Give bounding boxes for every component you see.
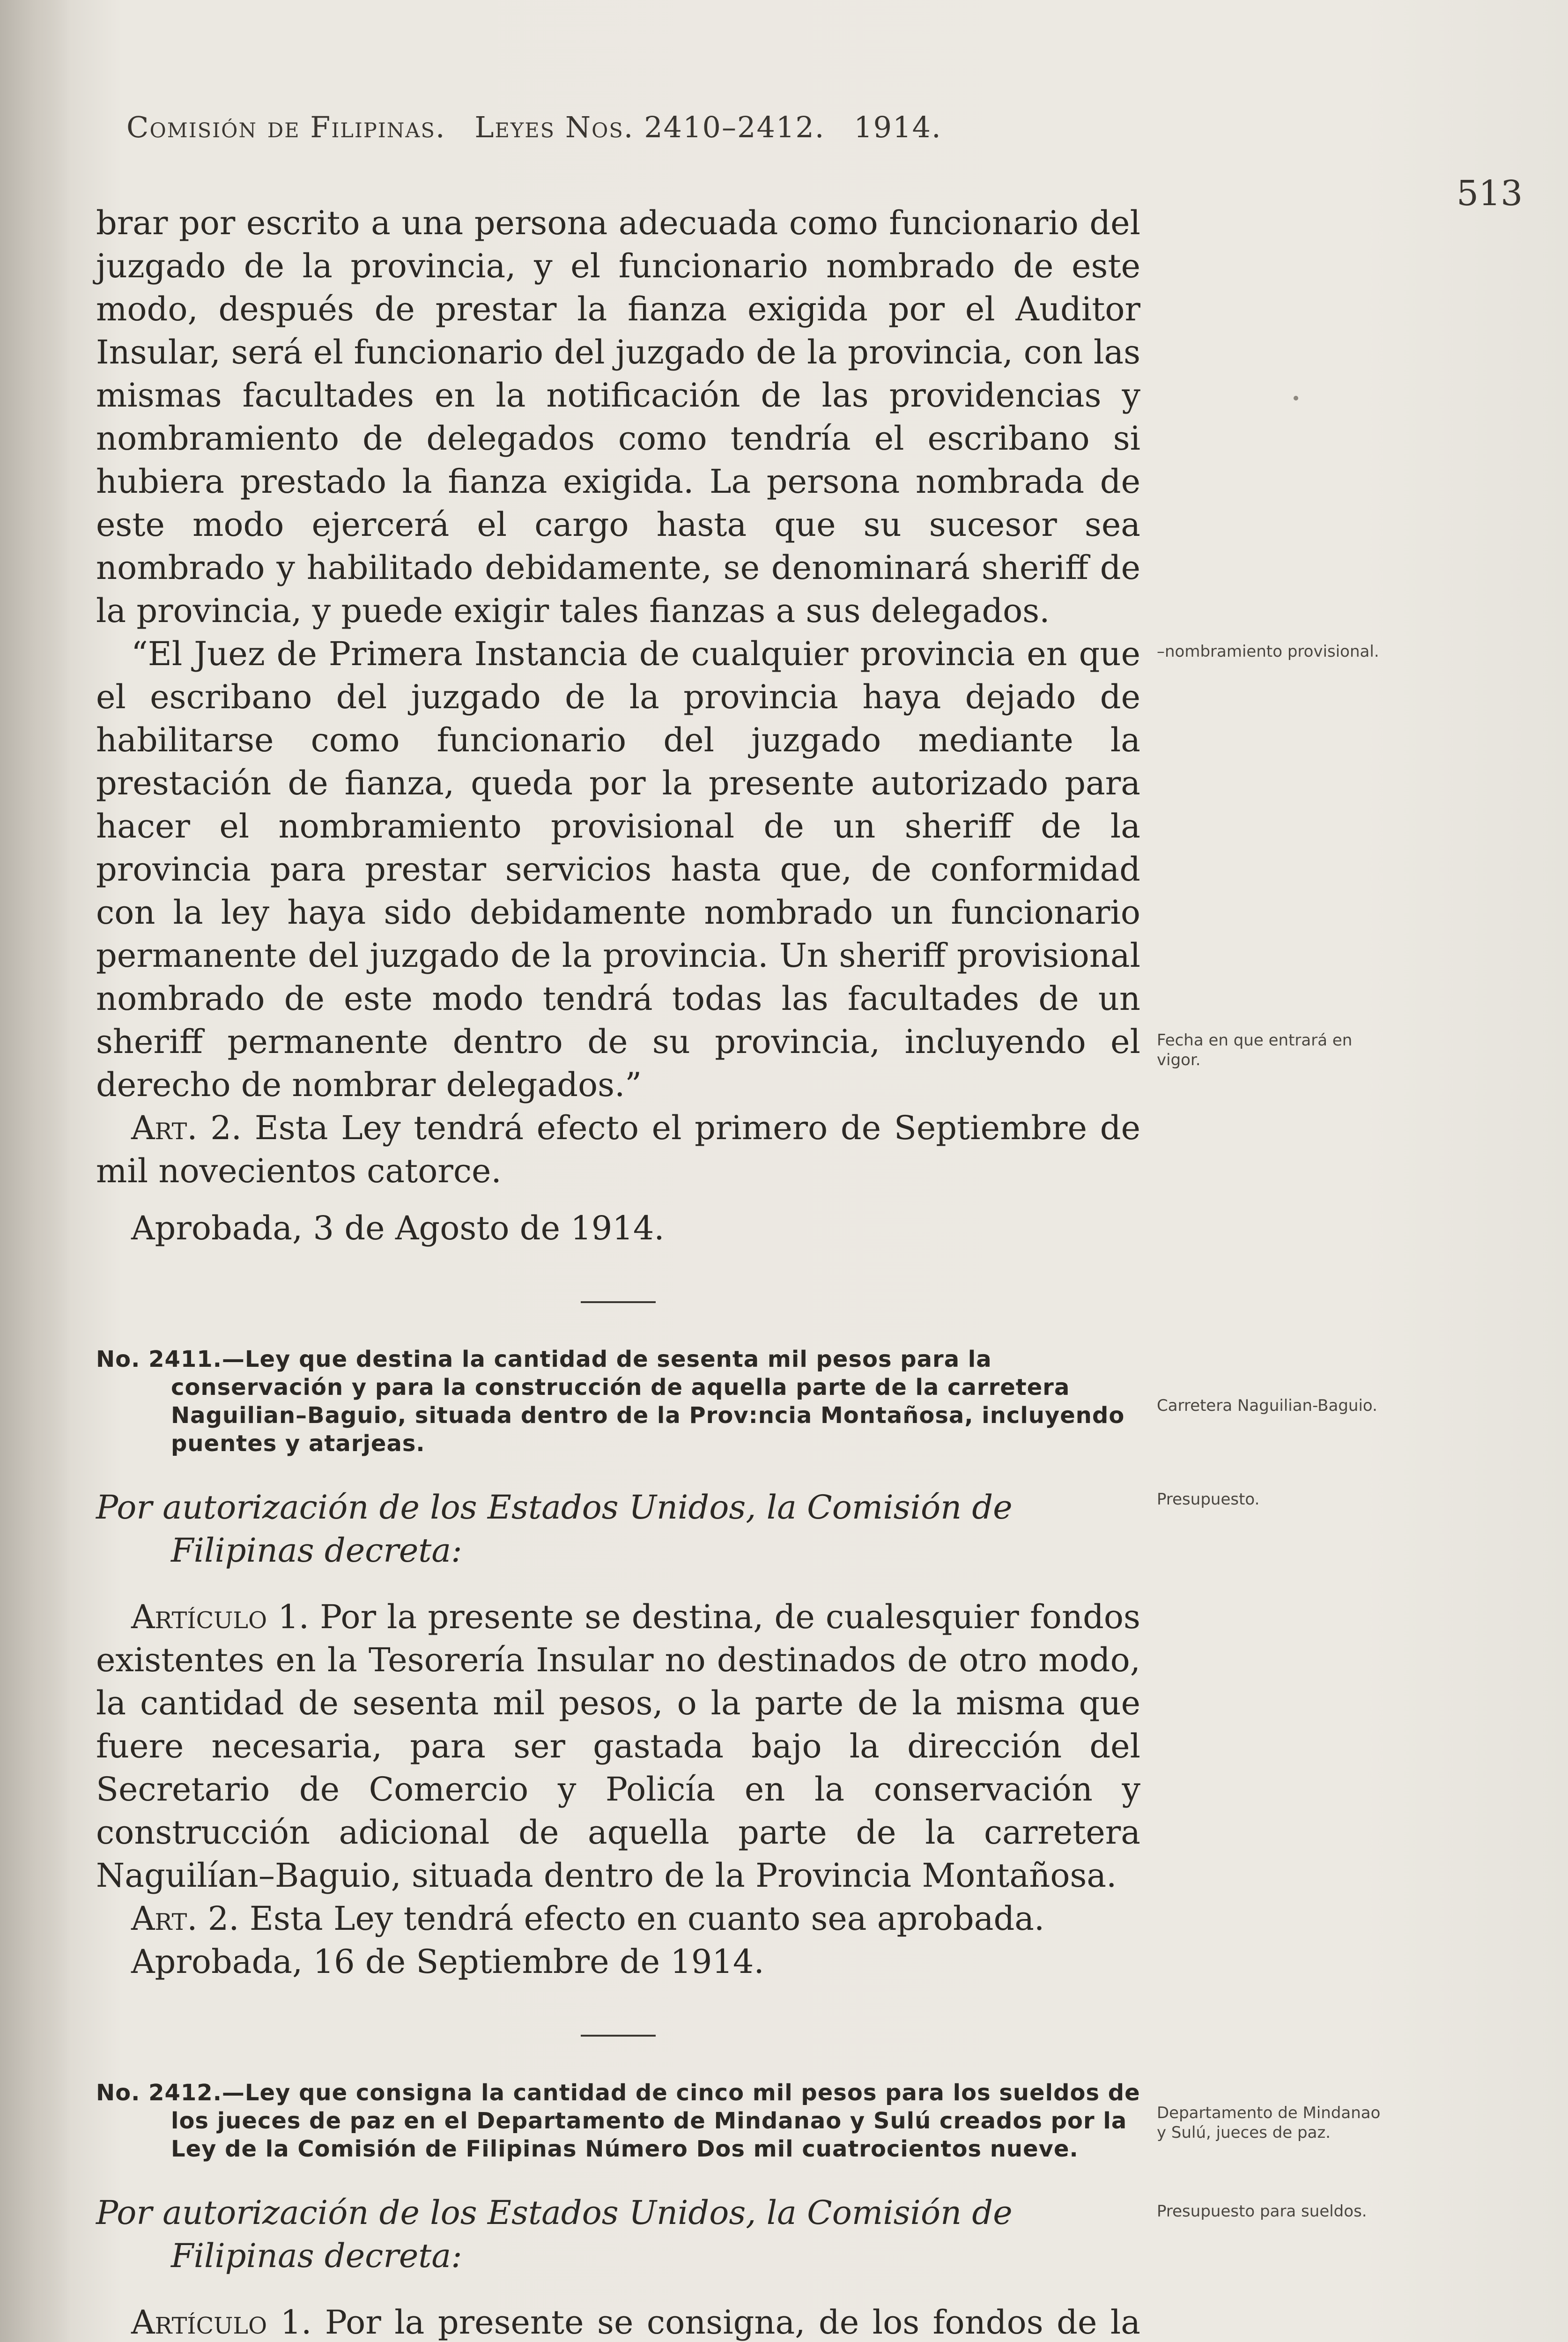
section-divider [581,2035,656,2037]
page-number: 513 [1457,173,1523,214]
paragraph-provisional-sheriff: “El Juez de Primera Instancia de cualquier provincia en que el escribano del juzgado de la provincia haya dejado de habilitarse como funcionario del juzgado mediante la prestación de fianza, queda por la presente autorizado para hacer el nombramiento provisional de un sheriff de la provincia para prestar servicios hasta que, de conformidad con la ley haya sido debidamente nombrado un funcionario permanente del juzgado de la provincia. Un sheriff provisional nombrado de este modo tendrá todas las facultades de un sheriff permanente dentro de su provincia, incluyendo el derecho de nombrar delegados.” [96,635,1140,1104]
approval-date-2: Aprobada, 16 de Septiembre de 1914. [131,1942,764,1981]
article-2-law-2411 [96,1897,1140,1940]
header-commission: Comisión de Filipinas. [126,110,446,144]
law-2412-title: No. 2412.—Ley que consigna la cantidad de cinco mil pesos para los sueldos de los jueces de paz en el Departamento de Mindanao y Sulú creados por la Ley de la Comisión de Filipinas Número Dos mil cuatrocientos nueve. [96,2080,1140,2162]
header-year: 1914. [854,110,942,144]
law-2411-title: No. 2411.—Ley que destina la cantidad de sesenta mil pesos para la conservación y para la construcción de aquella parte de la carretera Naguilian–Baguio, situada dentro de la Prov:ncia Montañosa, incluyendo puentes y atarjeas. [96,1346,1125,1457]
running-header [126,110,1110,144]
approval-date-1: Aprobada, 3 de Agosto de 1914. [131,1209,665,1247]
margin-note-mindanao: Departamento de Mindanao y Sulú, jueces de paz. [1157,2104,1381,2142]
margin-note-provisional: –nombramiento provisional. [1157,642,1379,661]
article-text: Por la presente se consigna, de los fondos de la [325,2303,1140,2342]
header-laws: Leyes Nos. 2410–2412. [474,110,825,144]
margin-note-budget: Presupuesto. [1157,1490,1260,1509]
margin-note-salaries: Presupuesto para sueldos. [1157,2202,1367,2221]
article-1-law-2411 [96,1595,1140,1897]
margin-note-effective-date: Fecha en que entrará en vigor. [1157,1031,1353,1069]
paragraph-continued: brar por escrito a una persona adecuada como funcionario del juzgado de la provincia, y el funcionario nombrado de este modo, después de prestar la fianza exigida por el Auditor Insular, será el funcionario del juzgado de la provincia, con las mismas facultades en la notificación de las providencias y nombramiento de delegados como tendría el escribano si hubiera prestado la fianza exigida. La persona nombrada de este modo ejercerá el cargo hasta que su sucesor sea nombrado y habilitado debidamente, se denominará sheriff de la provincia, y puede exigir tales fianzas a sus delegados. [96,204,1140,630]
section-divider [581,1301,656,1303]
article-label: Artículo 1. [131,1598,310,1636]
enacting-clause-2: Por autorización de los Estados Unidos, la Comisión de Filipinas decreta: [96,2194,1013,2275]
article-label: Art. 2. [131,1109,242,1147]
article-1-law-2412 [96,2301,1140,2342]
body-text [96,201,1140,2342]
article-text: Por la presente se destina, de cualesquier fondos existentes en la Tesorería Insular no destinados de otro modo, la cantidad de sesenta mil pesos, o la parte de la misma que fuere necesaria, para ser gastada bajo la dirección del Secretario de Comercio y Policía en la conservación y construcción adicional de aquella parte de la carretera Naguilían–Baguio, situada dentro de la Provincia Montañosa. [96,1598,1140,1895]
book-spine-shadow [0,0,70,2342]
enacting-clause-1: Por autorización de los Estados Unidos, la Comisión de Filipinas decreta: [96,1488,1013,1570]
page-speck [1294,396,1298,400]
article-text: Esta Ley tendrá efecto en cuanto sea aprobada. [249,1899,1045,1938]
article-2-law-2410 [96,1106,1140,1193]
article-label: Art. 2. [131,1899,239,1938]
margin-note-road: Carretera Naguilian-Baguio. [1157,1396,1377,1415]
article-label: Artículo 1. [131,2303,312,2342]
article-text: Esta Ley tendrá efecto el primero de Septiembre de mil novecientos catorce. [96,1109,1140,1190]
